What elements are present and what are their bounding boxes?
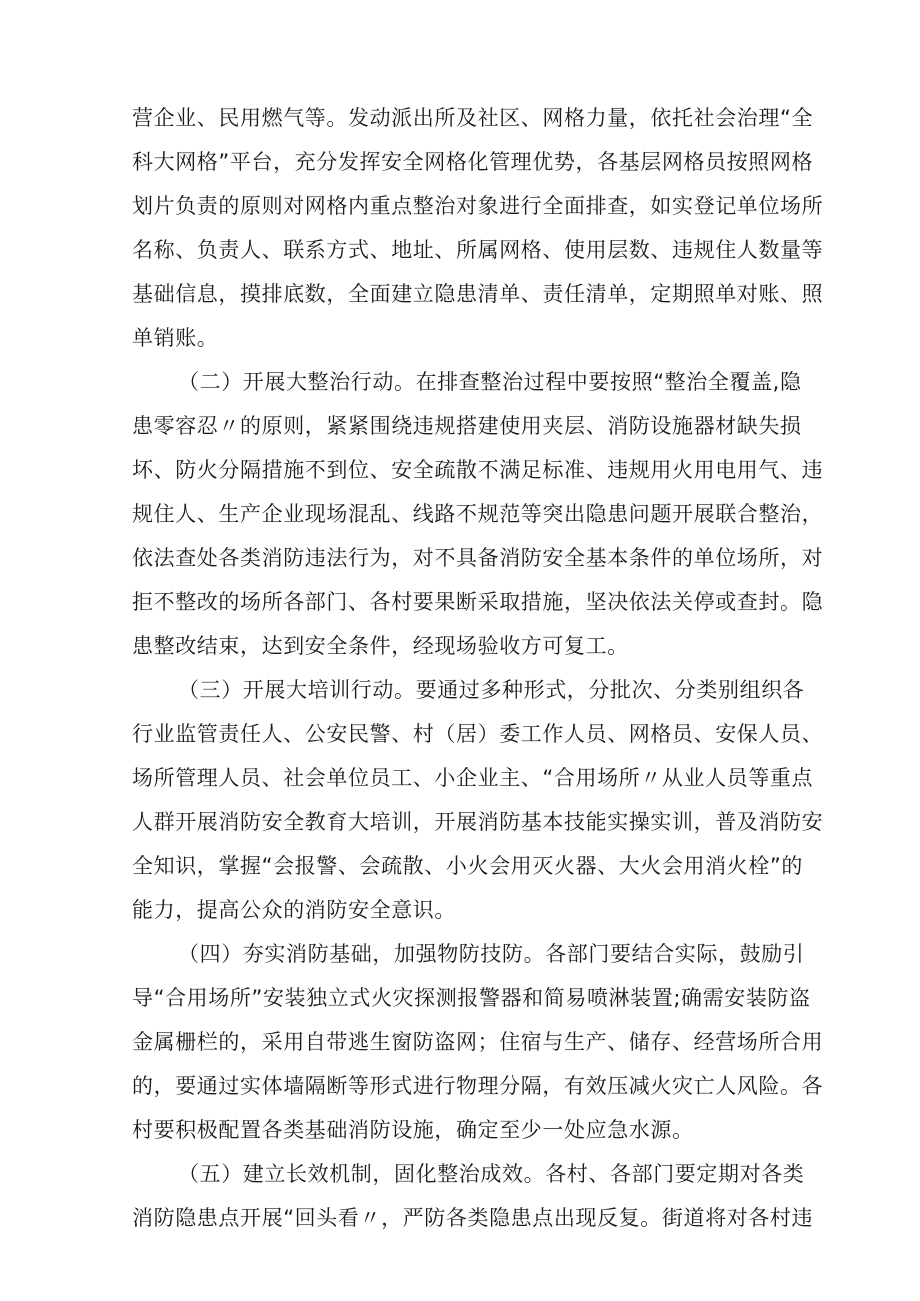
text-line: 基础信息，摸排底数，全面建立隐患清单、责任清单，定期照单对账、照 — [132, 282, 824, 306]
text-line: 患零容忍〃的原则，紧紧围绕违规搭建使用夹层、消防设施器材缺失损 — [132, 414, 802, 438]
text-line: 人群开展消防安全教育大培训，开展消防基本技能实操实训，普及消防安 — [132, 810, 824, 834]
paragraph-heading-line: （三）开展大培训行动。要通过多种形式，分批次、分类别组织各 — [178, 678, 805, 702]
text-line: 拒不整改的场所各部门、各村要果断采取措施，坚决依法关停或查封。隐 — [132, 590, 824, 614]
text-line: 单销账。 — [132, 326, 219, 350]
text-line: 科大网格”平台，充分发挥安全网格化管理优势，各基层网格员按照网格 — [132, 150, 814, 174]
text-line: 依法查处各类消防违法行为，对不具备消防安全基本条件的单位场所，对 — [132, 546, 824, 570]
text-line: 村要积极配置各类基础消防设施，确定至少一处应急水源。 — [132, 1118, 694, 1142]
text-line: 坏、防火分隔措施不到位、安全疏散不满足标准、违规用火用电用气、违 — [132, 458, 824, 482]
paragraph-heading-line: （五）建立长效机制，固化整治成效。各村、各部门要定期对各类 — [178, 1162, 805, 1186]
text-line: 消防隐患点开展“回头看〃，严防各类隐患点出现反复。街道将对各村违 — [132, 1206, 814, 1230]
text-line: 患整改结束，达到安全条件，经现场验收方可复工。 — [132, 634, 629, 658]
text-line: 全知识，掌握“会报警、会疏散、小火会用灭火器、大火会用消火栓”的 — [132, 854, 803, 878]
text-line: 营企业、民用燃气等。发动派出所及社区、网格力量，依托社会治理“全 — [132, 106, 814, 130]
paragraph-heading-line: （二）开展大整治行动。在排查整治过程中要按照“整治全覆盖,隐 — [178, 370, 802, 394]
text-line: 导“合用场所”安装独立式火灾探测报警器和简易喷淋装置;确需安装防盗 — [132, 986, 811, 1010]
text-line: 划片负责的原则对网格内重点整治对象进行全面排查，如实登记单位场所 — [132, 194, 824, 218]
text-line: 规住人、生产企业现场混乱、线路不规范等突出隐患问题开展联合整治， — [132, 502, 824, 526]
text-line: 场所管理人员、社会单位员工、小企业主、“合用场所〃从业人员等重点 — [132, 766, 814, 790]
text-line: 的，要通过实体墙隔断等形式进行物理分隔，有效压减火灾亡人风险。各 — [132, 1074, 824, 1098]
text-line: 能力，提高公众的消防安全意识。 — [132, 898, 456, 922]
text-line: 金属栅栏的，采用自带逃生窗防盗网；住宿与生产、储存、经营场所合用 — [132, 1030, 824, 1054]
text-line: 名称、负责人、联系方式、地址、所属网格、使用层数、违规住人数量等 — [132, 238, 824, 262]
text-line: 行业监管责任人、公安民警、村（居）委工作人员、网格员、安保人员、 — [132, 722, 824, 746]
paragraph-heading-line: （四）夯实消防基础，加强物防技防。各部门要结合实际，鼓励引 — [178, 942, 805, 966]
